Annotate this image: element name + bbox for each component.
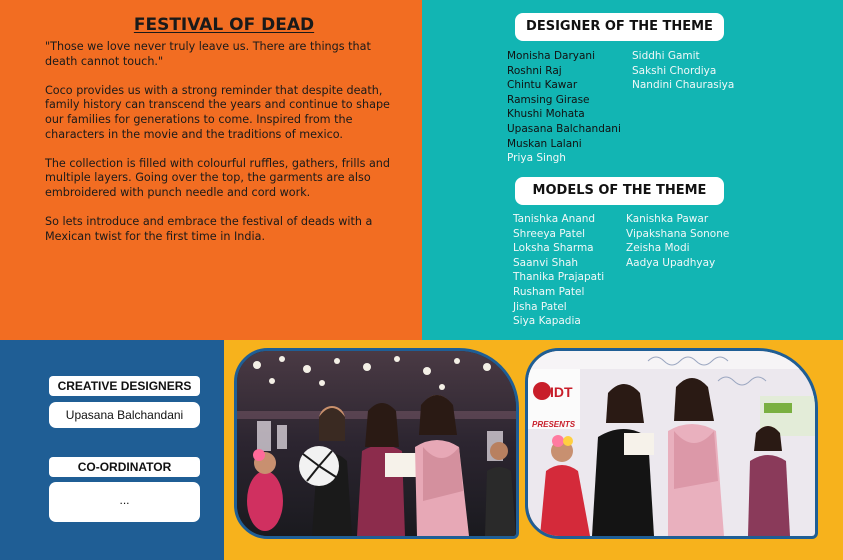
creative-designers-value: Upasana Balchandani [49, 402, 200, 428]
models-list-2 [626, 212, 729, 270]
photo-2-scene [528, 351, 815, 536]
designer-name: Nandini Chaurasiya [632, 79, 735, 92]
page-title: FESTIVAL OF DEAD [133, 15, 315, 35]
intro-paragraph: Coco provides us with a strong reminder that despite death, family history can transcend the years and continue to shape our families for generations to come. Inspired from the characters in the movie and the traditions of mexico. [45, 83, 390, 141]
designer-name: Khushi Mohata [507, 108, 585, 121]
team-panel [0, 340, 224, 560]
coordinator-label: CO-ORDINATOR [49, 457, 200, 477]
models-list-1 [513, 212, 604, 329]
designer-name: Roshni Raj [507, 64, 562, 77]
designer-name: Ramsing Girase [507, 93, 590, 106]
model-name: Siya Kapadia [513, 315, 581, 328]
intro-paragraph: So lets introduce and embrace the festival of deads with a Mexican twist for the first time in India. [45, 215, 373, 243]
designers-list-2 [632, 49, 734, 93]
intro-paragraph: The collection is filled with colourful ruffles, gathers, frills and multiple layers. Going over the top, the garments are also embroidered with punch needle and cord work. [45, 156, 390, 199]
presents-sign-text: PRESENTS [532, 420, 576, 429]
model-name: Saanvi Shah [513, 256, 579, 269]
model-name: Aadya Upadhyay [626, 256, 716, 269]
designers-list-1 [507, 49, 621, 166]
model-name: Kanishka Pawar [626, 213, 709, 225]
idt-sign-text: IDT [550, 384, 573, 400]
model-name: Shreeya Patel [513, 227, 586, 240]
designer-name: Sakshi Chordiya [632, 64, 717, 77]
designers-heading: DESIGNER OF THE THEME [515, 13, 724, 41]
designer-name: Upasana Balchandani [507, 122, 621, 135]
coordinator-value: ... [49, 482, 200, 522]
designer-name: Priya Singh [507, 152, 566, 165]
model-name: Tanishka Anand [513, 213, 596, 225]
designer-name: Muskan Lalani [507, 137, 582, 150]
event-photo-1 [234, 348, 519, 539]
photo-1-scene [237, 351, 516, 536]
model-name: Vipakshana Sonone [626, 227, 730, 240]
model-name: Loksha Sharma [513, 242, 594, 255]
designer-name: Monisha Daryani [507, 50, 596, 62]
designer-name: Siddhi Gamit [632, 50, 700, 62]
models-heading: MODELS OF THE THEME [515, 177, 724, 205]
intro-text [45, 40, 397, 259]
model-name: Jisha Patel [513, 300, 567, 313]
model-name: Thanika Prajapati [513, 271, 605, 284]
creative-designers-label: CREATIVE DESIGNERS [49, 376, 200, 396]
designer-name: Chintu Kawar [507, 79, 578, 92]
model-name: Zeisha Modi [626, 242, 690, 255]
model-name: Rusham Patel [513, 285, 585, 298]
event-photo-2 [525, 348, 818, 539]
intro-quote: "Those we love never truly leave us. There are things that death cannot touch." [45, 40, 371, 68]
